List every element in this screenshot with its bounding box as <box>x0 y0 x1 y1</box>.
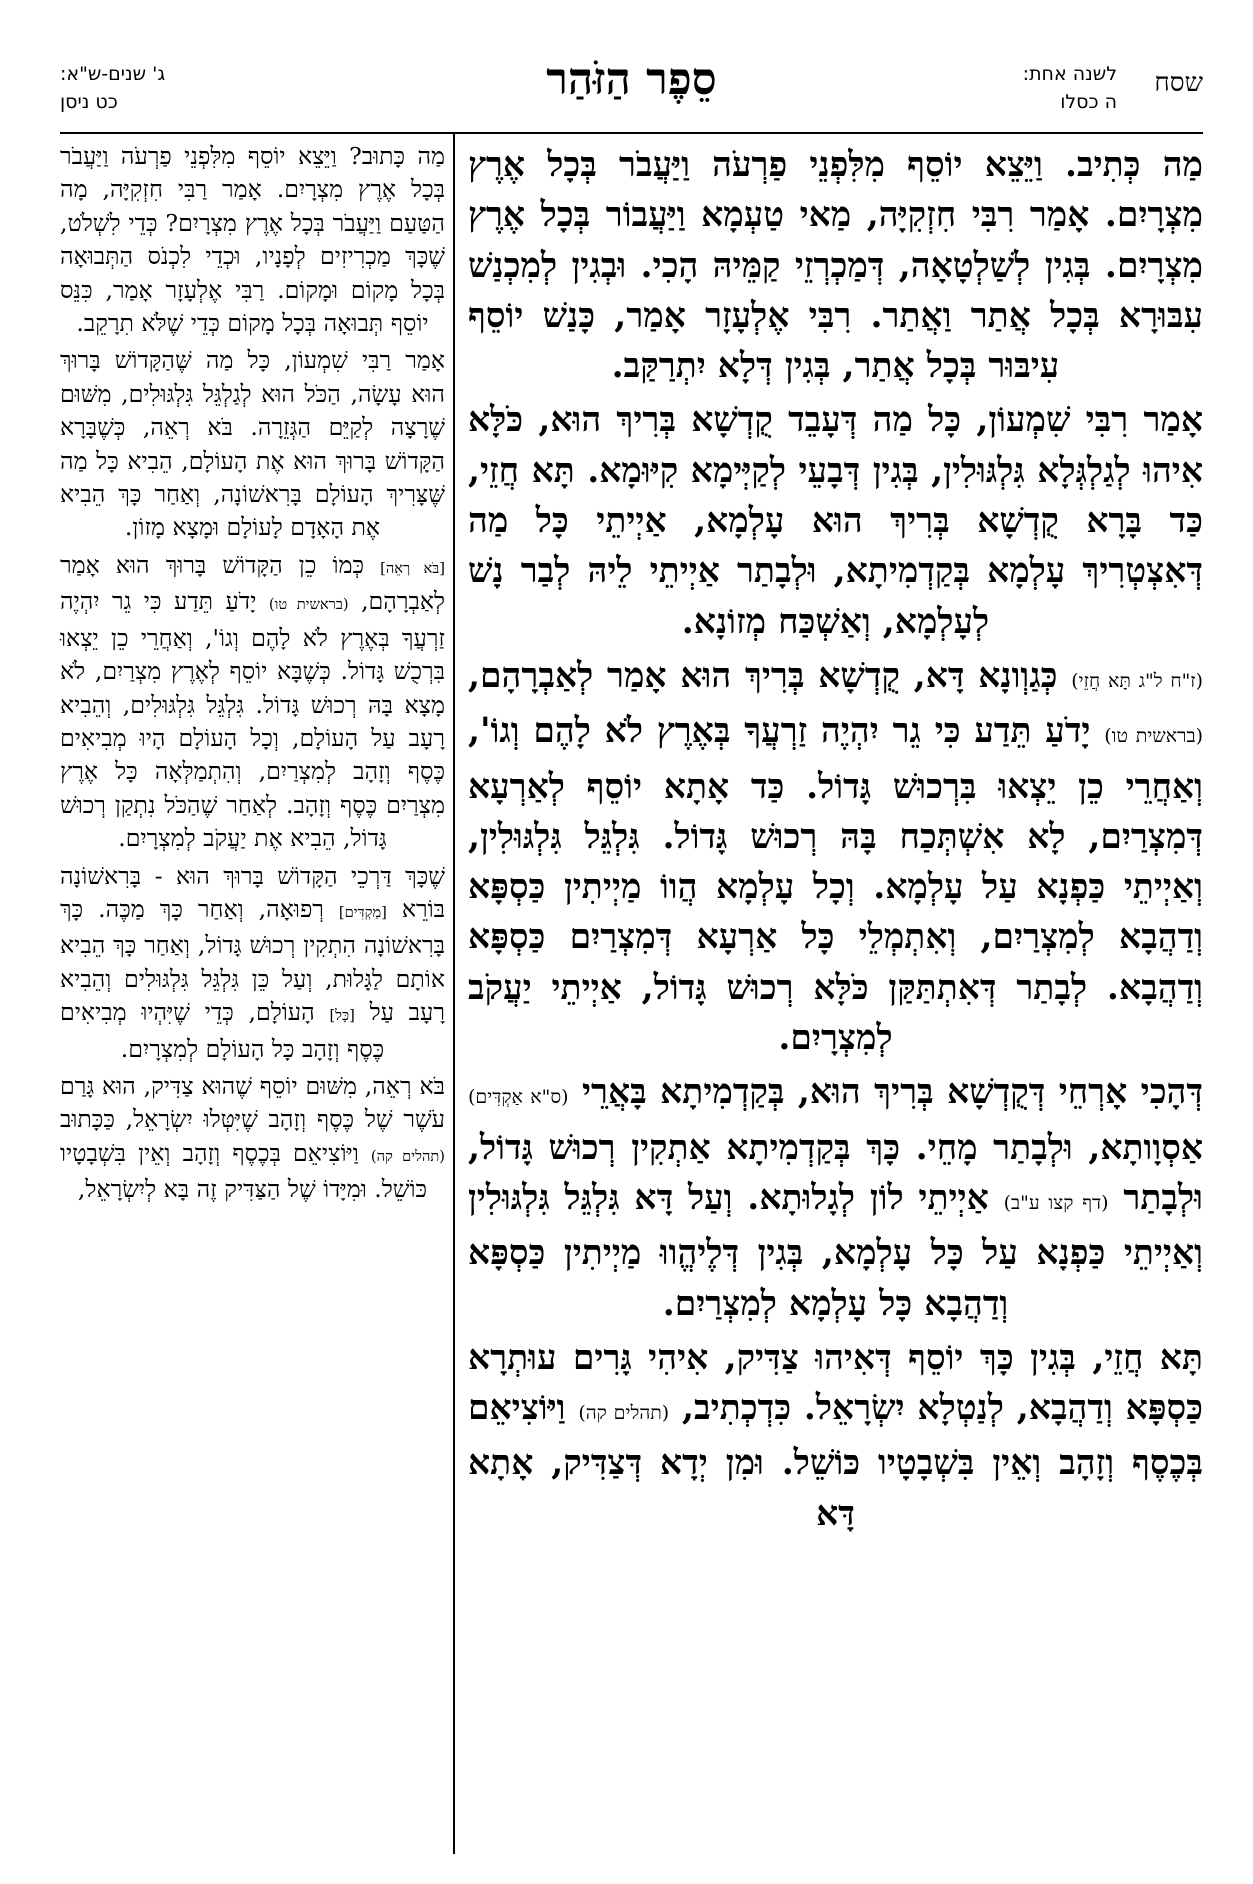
hebrew-paragraph: מַה כָּתוּב? וַיֵּצֵא יוֹסֵף מִלִּפְנֵי פַרְעֹה וַיַּעֲבֹר בְּכָל אֶרֶץ מִצְרָיִם. אָמַר רַבִּי חִזְקִיָּה, מָה הַטַּעַם וַיַּעֲבֹר בְּכָל אֶרֶץ מִצְרָיִם? כְּדֵי לִשְׁלֹט, שֶׁכָּךְ מַכְרִיזִים לְפָנָיו, וּכְדֵי לִכְנֹס הַתְּבוּאָה בְּכָל מָקוֹם וּמָקוֹם. רַבִּי אֶלְעָזָר אָמַר, כִּנֵּס יוֹסֵף תְּבוּאָה בְּכָל מָקוֹם כְּדֵי שֶׁלֹּא תִרָקֵב. <box>60 142 445 338</box>
citation: [בֹּא רְאֵה] <box>380 559 445 577</box>
citation: (תהלים קה) <box>370 1147 446 1165</box>
hebrew-paragraph: [בֹּא רְאֵה] כְּמוֹ כֵן הַקָּדוֹשׁ בָּרוּךְ הוּא אָמַר לְאַבְרָהָם, (בראשית טו) יָדֹעַ תֵּדַע כִּי גֵר יִהְיֶה זַרְעֲךָ בְּאֶרֶץ לֹא לָהֶם וְגוֹ', וְאַחֲרֵי כֵן יֵצְאוּ בִּרְכֻשׁ גָּדוֹל. כְּשֶׁבָּא יוֹסֵף לְאֶרֶץ מִצְרַיִם, לֹא מָצָא בָּהּ רְכוּשׁ גָּדוֹל. גִּלְגֵּל גִּלְגּוּלִים, וְהֵבִיא רָעָב עַל הָעוֹלָם, וְכָל הָעוֹלָם הָיוּ מְבִיאִים כֶּסֶף וְזָהָב לְמִצְרַיִם, וְהִתְמַלְּאָה כָּל אֶרֶץ מִצְרַיִם כֶּסֶף וְזָהָב. לְאַחַר שֶׁהַכֹּל נִתְקַן רְכוּשׁ גָּדוֹל, הֵבִיא אֶת יַעֲקֹב לְמִצְרָיִם. <box>60 550 446 853</box>
hebrew-paragraph: בֹּא רְאֵה, מִשּׁוּם יוֹסֵף שֶׁהוּא צַדִּיק, הוּא גָּרַם עֹשֶׁר שֶׁל כֶּסֶף וְזָהָב שֶׁיִּטְּלוּ יִשְׂרָאֵל, כַּכָּתוּב (תהלים קה) וַיּוֹצִיאֵם בְּכֶסֶף וְזָהָב וְאֵין בִּשְׁבָטָיו כּוֹשֵׁל. וּמִיָּדוֹ שֶׁל הַצַּדִּיק זֶה בָּא לְיִשְׂרָאֵל, <box>60 1071 446 1204</box>
one-year-date: ה כסלו <box>1060 91 1117 113</box>
hebrew-column <box>60 140 445 1211</box>
three-year-schedule <box>60 60 165 116</box>
hebrew-paragraph: אָמַר רַבִּי שִׁמְעוֹן, כָּל מַה שֶּׁהַקָּדוֹשׁ בָּרוּךְ הוּא עָשָׂה, הַכֹּל הוּא לְגַלְגֵּל גִּלְגּוּלִים, מִשּׁוּם שֶׁרָצָה לְקַיֵּם הַגְּזֵרָה. בֹּא רְאֵה, כְּשֶׁבָּרָא הַקָּדוֹשׁ בָּרוּךְ הוּא אֶת הָעוֹלָם, הֵבִיא כָּל מַה שֶּׁצָּרִיךְ הָעוֹלָם בָּרִאשׁוֹנָה, וְאַחַר כָּךְ הֵבִיא אֶת הָאָדָם לָעוֹלָם וּמָצָא מָזוֹן. <box>60 346 445 542</box>
hebrew-paragraph: שֶׁכָּךְ דַּרְכֵי הַקָּדוֹשׁ בָּרוּךְ הוּא - בָּרִאשׁוֹנָה בּוֹרֵא [מַקְדִּים] רְפוּאָה, וְאַחַר כָּךְ מַכֶּה. כָּךְ בָּרִאשׁוֹנָה הִתְקִין רְכוּשׁ גָּדוֹל, וְאַחַר כָּךְ הֵבִיא אוֹתָם לַגָּלוּת, וְעַל כֵּן גִּלְגֵּל גִּלְגּוּלִים וְהֵבִיא רָעָב עַל [כָּל] הָעוֹלָם, כְּדֵי שֶׁיִּהְיוּ מְבִיאִים כֶּסֶף וְזָהָב כָּל הָעוֹלָם לְמִצְרָיִם. <box>60 861 446 1063</box>
aramaic-paragraph: מַה כְּתִיב. וַיֵּצֵא יוֹסֵף מִלִּפְנֵי פַרְעֹה וַיַּעֲבֹר בְּכָל אֶרֶץ מִצְרָיִם. אָמַר רִבִּי חִזְקִיָּה, מַאי טַעְמָא וַיַּעֲבוֹר בְּכָל אֶרֶץ מִצְרָיִם. בְּגִין לְשַׁלְטָאָה, דְּמַכְרְזֵי קַמֵּיהּ הָכִי. וּבְגִין לְמִכְנַשׁ עִבּוּרָא בְּכָל אֲתַר וַאֲתַר. רִבִּי אֶלְעָזָר אָמַר, כָּנַשׁ יוֹסֵף עִיבּוּר בְּכָל אֲתַר, בְּגִין דְּלָא יִתְרַקַּב. <box>468 145 1203 387</box>
aramaic-paragraph: דְּהָכִי אָרְחֵי דְּקֻדְשָׁא בְּרִיךְ הוּא, בְּקַדְמִיתָא בָּאֲרֵי (ס"א אַקְדִּים) אַסְוָותָא, וּלְבָתַר מָחֵי. כָּךְ בְּקַדְמִיתָא אַתְקִין רְכוּשׁ גָּדוֹל, וּלְבָתַר (דף קצו ע"ב) אַיְיתֵי לוֹן לְגָלוּתָא. וְעַל דָּא גִּלְגֵּל גִּלְגּוּלִין וְאַיְיתֵי כַּפְנָא עַל כָּל עָלְמָא, בְּגִין דְּלֶיהֱווּ מַיְיתִין כַּסְפָּא וְדַהֲבָא כָּל עָלְמָא לְמִצְרַיִם. <box>468 1072 1203 1324</box>
three-year-date: כט ניסן <box>60 91 118 113</box>
page-number: שסח <box>1154 68 1203 98</box>
aramaic-paragraph: תָּא חֲזֵי, בְּגִין כָּךְ יוֹסֵף דְּאִיהוּ צַדִּיק, אִיהִי גָּרִים עוּתְרָא כַּסְפָּא וְדַהֲבָא, לְנַטְלָא יִשְׂרָאֵל. כִּדְכְתִיב, (תהלים קה) וַיּוֹצִיאֵם בְּכֶסֶף וְזָהָב וְאֵין בִּשְׁבָטָיו כּוֹשֵׁל. וּמִן יְדָא דְּצַדִּיק, אָתָא דָּא <box>468 1337 1203 1534</box>
citation: (ז"ח ל"ג תָּא חֲזֵי) <box>1071 669 1203 692</box>
citation: (בראשית טו) <box>268 596 349 614</box>
citation: (תהלים קה) <box>578 1402 670 1425</box>
three-year-label: ג' שנים-ש"א: <box>60 63 166 85</box>
aramaic-column <box>468 140 1203 1543</box>
header-rule <box>60 132 1203 134</box>
citation: (ס"א אַקְדִּים) <box>468 1086 569 1109</box>
citation: (בראשית טו) <box>1104 725 1203 748</box>
aramaic-paragraph: (ז"ח ל"ג תָּא חֲזֵי) כְּגַוְונָא דָּא, קֻדְשָׁא בְּרִיךְ הוּא אָמַר לְאַבְרָהָם, (בראשית טו) יָדֹעַ תֵּדַע כִּי גֵר יִהְיֶה זַרְעֲךָ בְּאֶרֶץ לֹא לָהֶם וְגוֹ', וְאַחֲרֵי כֵן יֵצְאוּ בִּרְכוּשׁ גָּדוֹל. כַּד אָתָא יוֹסֵף לְאַרְעָא דְּמִצְרַיִם, לָא אִשְׁתְּכַח בָּהּ רְכוּשׁ גָּדוֹל. גִּלְגֵּל גִּלְגּוּלִין, וְאַיְיתֵי כַּפְנָא עַל עָלְמָא. וְכָל עָלְמָא הֲווֹ מַיְיתִין כַּסְפָּא וְדַהֲבָא לְמִצְרַיִם, וְאִתְמְלֵי כָּל אַרְעָא דְּמִצְרַיִם כַּסְפָּא וְדַהֲבָא. לְבָתַר דְּאִתְתַּקַּן כֹּלָּא רְכוּשׁ גָּדוֹל, אַיְיתֵי יַעֲקֹב לְמִצְרָיִם. <box>468 655 1203 1059</box>
citation: [כָּל] <box>329 1007 355 1025</box>
column-divider <box>453 134 455 1854</box>
citation: (דף קצו ע"ב) <box>1003 1191 1109 1214</box>
aramaic-paragraph: אָמַר רִבִּי שִׁמְעוֹן, כָּל מַה דְּעָבֵד קֻדְשָׁא בְּרִיךְ הוּא, כֹּלָּא אִיהוּ לְגַלְגְּלָא גִּלְגּוּלִין, בְּגִין דְּבָעֵי לְקַיְּימָא קִיּוּמָא. תָּא חֲזֵי, כַּד בָּרָא קֻדְשָׁא בְּרִיךְ הוּא עָלְמָא, אַיְיתֵי כָּל מַה דְּאִצְטְרִיךְ עָלְמָא בְּקַדְמִיתָא, וּלְבָתַר אַיְיתֵי לֵיהּ לְבַר נָשׁ לְעָלְמָא, וְאַשְׁכַּח מְזוֹנָא. <box>468 400 1203 642</box>
citation: [מַקְדִּים] <box>338 903 387 921</box>
page-header <box>60 52 1203 132</box>
book-title: סֵפֶר הַזֹּהַר <box>546 54 717 105</box>
one-year-label: לשנה אחת: <box>1022 63 1117 85</box>
